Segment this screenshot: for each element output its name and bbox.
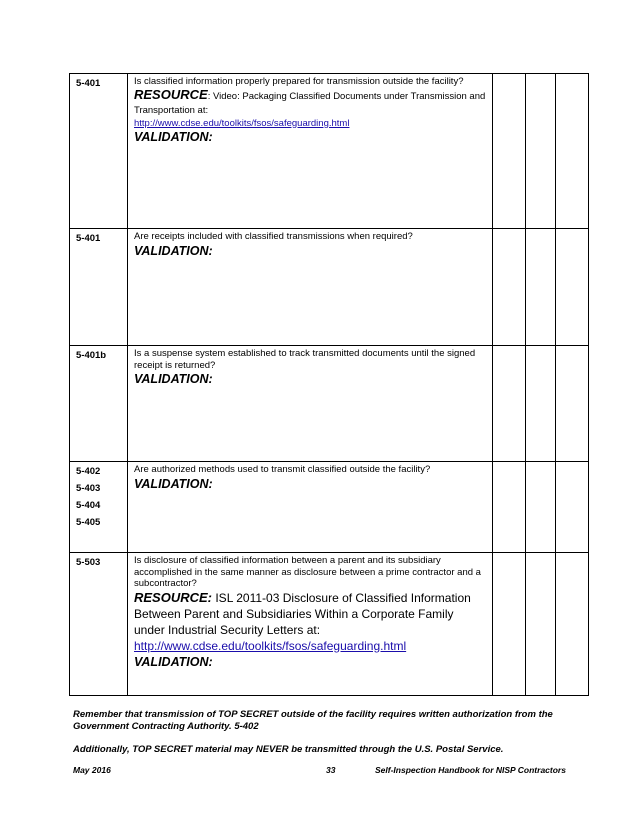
safeguarding-toolkit-link[interactable]: http://www.cdse.edu/toolkits/fsos/safeguarding.html (134, 117, 350, 129)
check-cell[interactable] (493, 346, 526, 462)
question-text: Is disclosure of classified information between a parent and its subsidiary accomplished in the same manner as disclosure between a prime contractor and a subcontractor? (134, 555, 481, 589)
check-cell[interactable] (493, 229, 526, 346)
check-cell[interactable] (493, 74, 526, 229)
handbook-title: Self-Inspection Handbook for NISP Contractors (375, 765, 566, 775)
nispom-reference: 5-401 (76, 78, 101, 89)
question-text: Is classified information properly prepared for transmission outside the facility? (134, 76, 464, 87)
top-secret-authorization-note: Remember that transmission of TOP SECRET outside of the facility requires written authorization from the Government Contracting Authority. 5-402 (73, 709, 553, 732)
validation-label: VALIDATION: (134, 476, 213, 491)
question-text: Is a suspense system established to track transmitted documents until the signed receipt is returned? (134, 348, 476, 371)
check-cell[interactable] (526, 229, 556, 346)
question-cell (128, 74, 493, 229)
postal-service-note: Additionally, TOP SECRET material may NEVER be transmitted through the U.S. Postal Service. (73, 744, 504, 755)
table-row (70, 553, 589, 696)
question-cell (128, 462, 493, 553)
question-cell (128, 346, 493, 462)
check-cell[interactable] (556, 553, 589, 696)
page-number: 33 (326, 765, 336, 775)
nispom-reference: 5-401b (76, 350, 107, 361)
check-cell[interactable] (556, 346, 589, 462)
question-cell (128, 229, 493, 346)
table-row (70, 229, 589, 346)
reference-cell (70, 74, 128, 229)
reference-cell (70, 553, 128, 696)
resource-text: ISL 2011-03 Disclosure of Classified Information Between Parent and Subsidiaries Within a Corporate Family under Industrial Security Letters at: (134, 590, 471, 637)
resource-label: RESOURCE (134, 86, 208, 102)
question-text: Are receipts included with classified transmissions when required? (134, 231, 413, 242)
nispom-reference: 5-403 (76, 483, 101, 494)
check-cell[interactable] (526, 74, 556, 229)
question-cell (128, 553, 493, 696)
footer-date: May 2016 (73, 765, 111, 775)
validation-label: VALIDATION: (134, 654, 213, 669)
validation-label: VALIDATION: (134, 130, 213, 144)
reference-cell (70, 462, 128, 553)
check-cell[interactable] (556, 229, 589, 346)
inspection-checklist-table (69, 73, 589, 696)
check-cell[interactable] (556, 74, 589, 229)
nispom-reference: 5-404 (76, 500, 101, 511)
safeguarding-toolkit-link[interactable]: http://www.cdse.edu/toolkits/fsos/safeguarding.html (134, 638, 407, 653)
nispom-reference: 5-503 (76, 557, 101, 568)
reference-cell (70, 346, 128, 462)
nispom-reference: 5-402 (76, 466, 101, 477)
resource-label: RESOURCE: (134, 589, 213, 605)
resource-text: : Video: Packaging Classified Documents under Transmission and Transportation at: (134, 90, 486, 116)
check-cell[interactable] (526, 462, 556, 553)
reference-cell (70, 229, 128, 346)
nispom-reference: 5-405 (76, 517, 101, 528)
check-cell[interactable] (493, 462, 526, 553)
check-cell[interactable] (526, 553, 556, 696)
table-row (70, 462, 589, 553)
validation-label: VALIDATION: (134, 243, 213, 258)
table-row (70, 74, 589, 229)
question-text: Are authorized methods used to transmit classified outside the facility? (134, 464, 431, 475)
table-row (70, 346, 589, 462)
validation-label: VALIDATION: (134, 372, 213, 386)
check-cell[interactable] (556, 462, 589, 553)
check-cell[interactable] (493, 553, 526, 696)
nispom-reference: 5-401 (76, 233, 101, 244)
check-cell[interactable] (526, 346, 556, 462)
